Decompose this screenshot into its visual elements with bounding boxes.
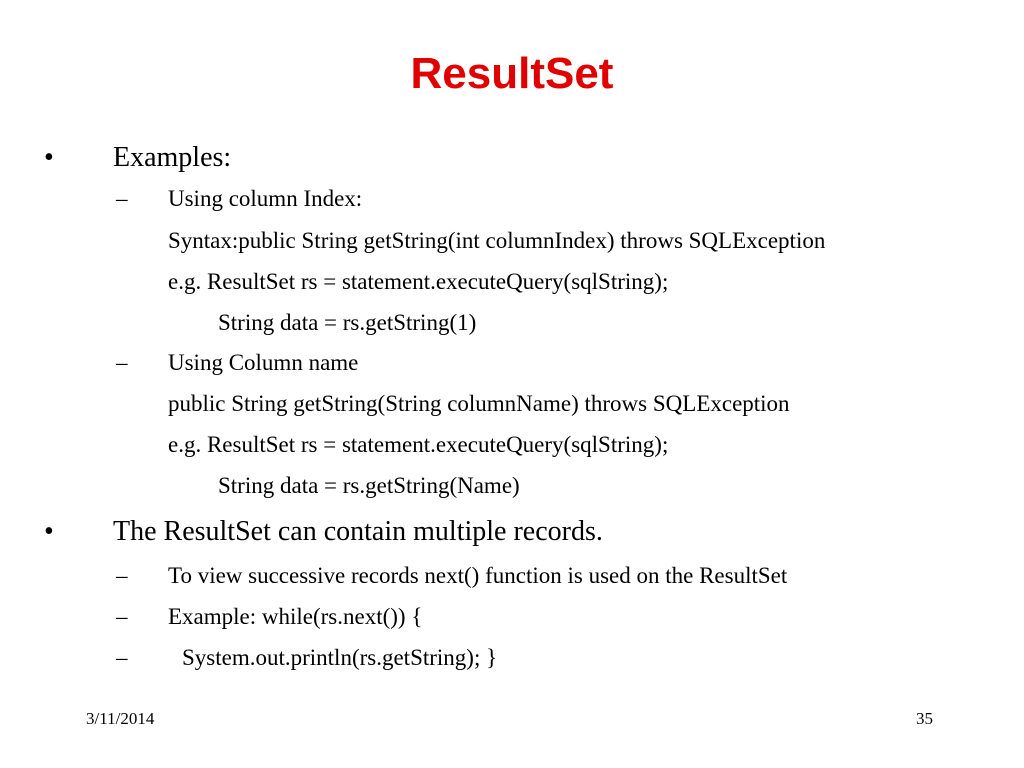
code-column-name: String data = rs.getString(Name) xyxy=(218,473,520,498)
page-number: 35 xyxy=(916,709,933,728)
bullet-marker: • xyxy=(44,516,54,547)
subbullet-while-example: Example: while(rs.next()) { xyxy=(168,604,423,629)
footer-date: 3/11/2014 xyxy=(86,709,155,728)
subbullet-next-function: To view successive records next() function is used on the ResultSet xyxy=(168,563,788,588)
syntax-column-name: public String getString(String columnName) throws SQLException xyxy=(168,391,790,416)
syntax-column-index: Syntax:public String getString(int columnIndex) throws SQLException xyxy=(168,228,826,253)
example-column-name: e.g. ResultSet rs = statement.executeQuery(sqlString); xyxy=(168,432,669,457)
code-column-index: String data = rs.getString(1) xyxy=(218,310,477,335)
dash-marker: – xyxy=(116,350,128,375)
bullet-multiple-records: The ResultSet can contain multiple records. xyxy=(113,516,603,547)
subbullet-column-name: Using Column name xyxy=(168,350,359,375)
bullet-marker: • xyxy=(44,142,54,173)
slide-title: ResultSet xyxy=(410,49,614,98)
subbullet-println: System.out.println(rs.getString); } xyxy=(182,645,498,670)
dash-marker: – xyxy=(116,563,128,588)
dash-marker: – xyxy=(116,604,128,629)
example-column-index: e.g. ResultSet rs = statement.executeQuery(sqlString); xyxy=(168,269,669,294)
dash-marker: – xyxy=(116,645,128,670)
dash-marker: – xyxy=(116,186,128,211)
bullet-examples: Examples: xyxy=(113,142,232,173)
subbullet-column-index: Using column Index: xyxy=(168,186,363,211)
